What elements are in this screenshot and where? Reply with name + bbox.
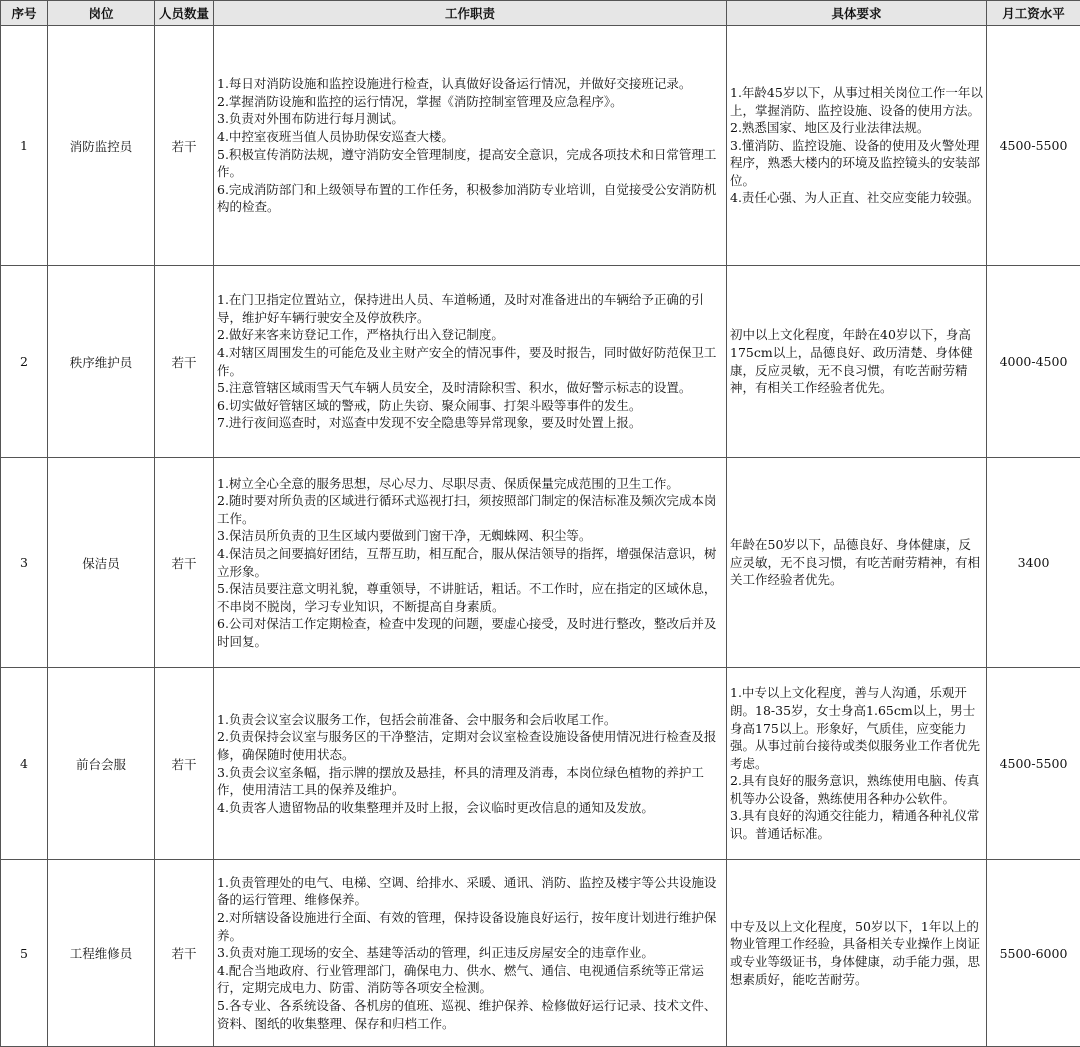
table-row — [1, 266, 1080, 458]
cell-position: 秩序维护员 — [48, 266, 155, 458]
cell-duties: 1.每日对消防设施和监控设施进行检查，认真做好设备运行情况，并做好交接班记录。 2.掌握消防设施和监控的运行情况，掌握《消防控制室管理及应急程序》。 3.负责对外围布防进行每月测试。 4.中控室夜班当值人员协助保安巡查大楼。 5.积极宣传消防法规，遵守消防安全管理制度，提高安全意识，完成各项技术和日常管理工作。 6.完成消防部门和上级领导布置的工作任务，积极参加消防专业培训，自觉接受公安消防机构的检查。 — [214, 26, 727, 266]
cell-index: 2 — [1, 266, 48, 458]
cell-count: 若干 — [155, 860, 214, 1047]
header-salary: 月工资水平 — [987, 1, 1080, 26]
cell-index: 3 — [1, 458, 48, 668]
table-row — [1, 668, 1080, 860]
cell-position: 前台会服 — [48, 668, 155, 860]
cell-position: 工程维修员 — [48, 860, 155, 1047]
cell-requirements: 初中以上文化程度，年龄在40岁以下，身高175cm以上，品德良好、政历清楚、身体健康，反应灵敏，无不良习惯，有吃苦耐劳精神，有相关工作经验者优先。 — [727, 266, 987, 458]
cell-requirements: 年龄在50岁以下，品德良好、身体健康，反应灵敏，无不良习惯，有吃苦耐劳精神，有相关工作经验者优先。 — [727, 458, 987, 668]
cell-requirements: 1.中专以上文化程度，善与人沟通，乐观开朗。18-35岁，女士身高1.65cm以上，男士身高175以上。形象好，气质佳，应变能力强。从事过前台接待或类似服务业工作者优先考虑。 2.具有良好的服务意识，熟练使用电脑、传真机等办公设备，熟练使用各种办公软件。 3.具有良好的沟通交往能力，精通各种礼仪常识。普通话标准。 — [727, 668, 987, 860]
cell-salary: 4500-5500 — [987, 26, 1080, 266]
header-index: 序号 — [1, 1, 48, 26]
cell-index: 4 — [1, 668, 48, 860]
table-row — [1, 26, 1080, 266]
header-position: 岗位 — [48, 1, 155, 26]
header-duties: 工作职责 — [214, 1, 727, 26]
header-requirements: 具体要求 — [727, 1, 987, 26]
cell-count: 若干 — [155, 266, 214, 458]
table-row — [1, 458, 1080, 668]
cell-requirements: 中专及以上文化程度，50岁以下，1年以上的物业管理工作经验，具备相关专业操作上岗证或专业等级证书，身体健康，动手能力强，思想素质好，能吃苦耐劳。 — [727, 860, 987, 1047]
cell-index: 5 — [1, 860, 48, 1047]
cell-count: 若干 — [155, 458, 214, 668]
cell-duties: 1.负责管理处的电气、电梯、空调、给排水、采暖、通讯、消防、监控及楼宇等公共设施设备的运行管理、维修保养。 2.对所辖设备设施进行全面、有效的管理，保持设备设施良好运行，按年度计划进行维护保养。 3.负责对施工现场的安全、基建等活动的管理，纠正违反房屋安全的违章作业。 4.配合当地政府、行业管理部门，确保电力、供水、燃气、通信、电视通信系统等正常运行，定期完成电力、防雷、消防等各项安全检测。 5.各专业、各系统设备、各机房的值班、巡视、维护保养、检修做好运行记录、技术文件、资料、图纸的收集整理、保存和归档工作。 — [214, 860, 727, 1047]
cell-salary: 5500-6000 — [987, 860, 1080, 1047]
cell-salary: 3400 — [987, 458, 1080, 668]
cell-duties: 1.负责会议室会议服务工作，包括会前准备、会中服务和会后收尾工作。 2.负责保持会议室与服务区的干净整洁，定期对会议室检查设施设备使用情况进行检查及报修，确保随时使用状态。 3.负责会议室条幅，指示牌的摆放及悬挂，杯具的清理及消毒，本岗位绿色植物的养护工作，使用清洁工具的保养及维护。 4.负责客人遗留物品的收集整理并及时上报，会议临时更改信息的通知及发放。 — [214, 668, 727, 860]
cell-duties: 1.在门卫指定位置站立，保持进出人员、车道畅通，及时对准备进出的车辆给予正确的引导，维护好车辆行驶安全及停放秩序。 2.做好来客来访登记工作，严格执行出入登记制度。 4.对辖区周围发生的可能危及业主财产安全的情况事件，要及时报告，同时做好防范保卫工作。 5.注意管辖区域雨雪天气车辆人员安全，及时清除积雪、积水，做好警示标志的设置。 6.切实做好管辖区域的警戒，防止失窃、聚众闹事、打架斗殴等事件的发生。 7.进行夜间巡查时，对巡查中发现不安全隐患等异常现象，要及时处置上报。 — [214, 266, 727, 458]
cell-position: 保洁员 — [48, 458, 155, 668]
cell-index: 1 — [1, 26, 48, 266]
cell-count: 若干 — [155, 26, 214, 266]
cell-requirements: 1.年龄45岁以下，从事过相关岗位工作一年以上，掌握消防、监控设施、设备的使用方法。 2.熟悉国家、地区及行业法律法规。 3.懂消防、监控设施、设备的使用及火警处理程序，熟悉大楼内的环境及监控镜头的安装部位。 4.责任心强、为人正直、社交应变能力较强。 — [727, 26, 987, 266]
cell-duties: 1.树立全心全意的服务思想，尽心尽力、尽职尽责、保质保量完成范围的卫生工作。 2.随时要对所负责的区域进行循环式巡视打扫，须按照部门制定的保洁标准及频次完成本岗工作。 3.保洁员所负责的卫生区域内要做到门窗干净，无蜘蛛网、积尘等。 4.保洁员之间要搞好团结，互帮互助，相互配合，服从保洁领导的指挥，增强保洁意识，树立形象。 5.保洁员要注意文明礼貌，尊重领导，不讲脏话，粗话。不工作时，应在指定的区域休息，不串岗不脱岗，学习专业知识，不断提高自身素质。 6.公司对保洁工作定期检查，检查中发现的问题，要虚心接受，及时进行整改，整改后并及时回复。 — [214, 458, 727, 668]
table-row — [1, 860, 1080, 1047]
header-count: 人员数量 — [155, 1, 214, 26]
cell-salary: 4500-5500 — [987, 668, 1080, 860]
cell-position: 消防监控员 — [48, 26, 155, 266]
cell-count: 若干 — [155, 668, 214, 860]
table-header-row — [1, 1, 1080, 26]
cell-salary: 4000-4500 — [987, 266, 1080, 458]
